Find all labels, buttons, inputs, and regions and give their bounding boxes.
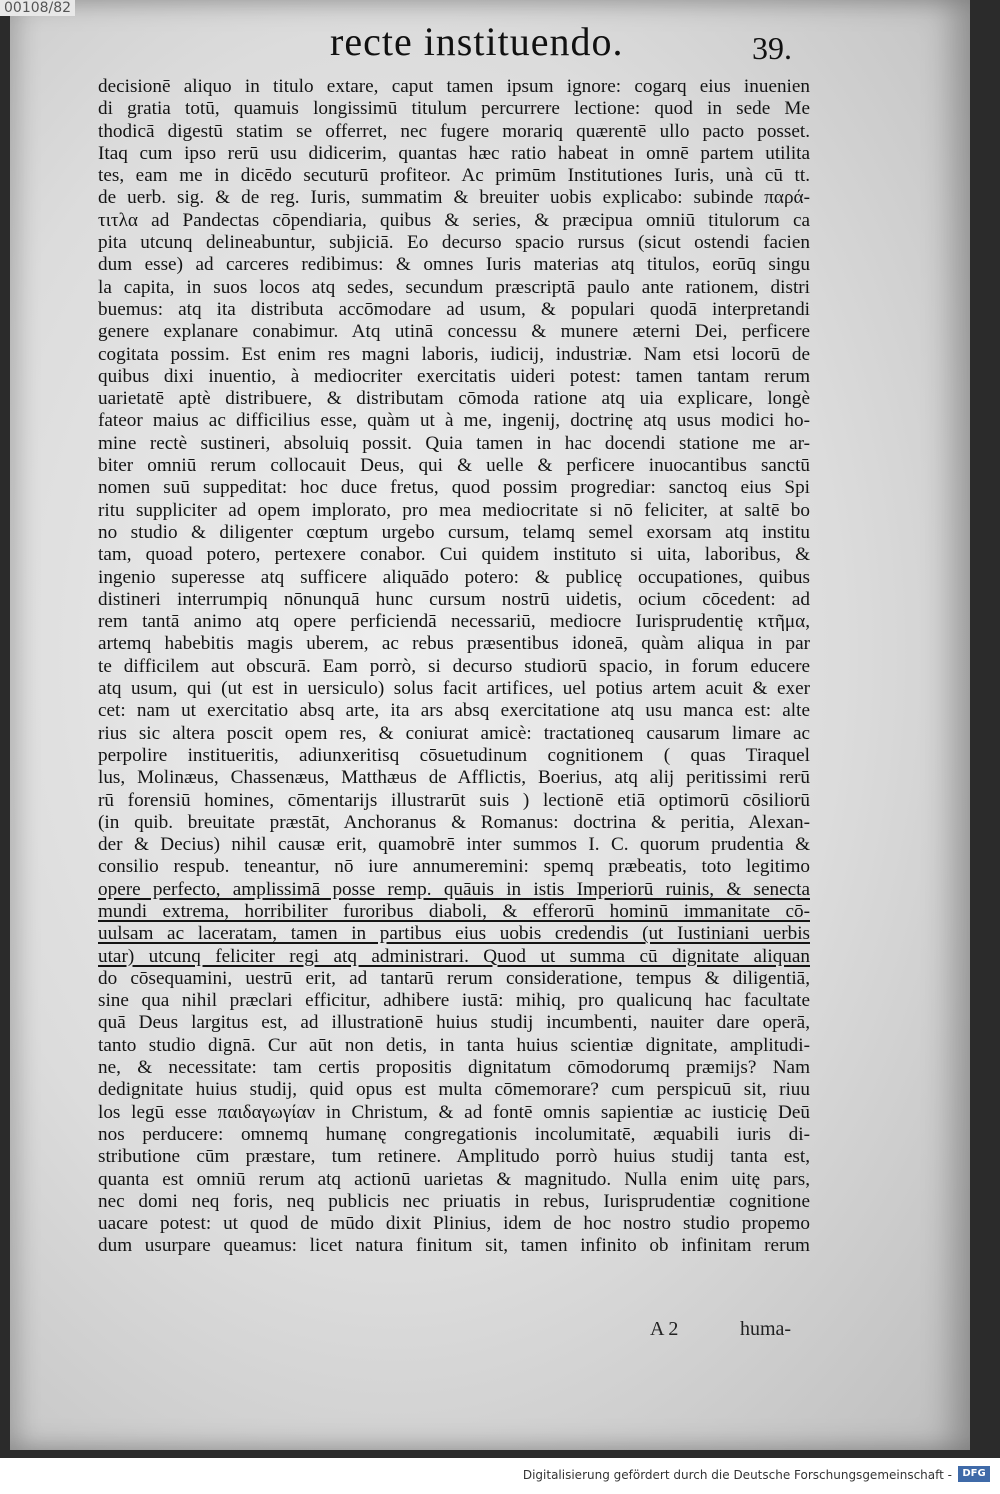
text-line: tam, quoad potero, pertexere conabor. Cui quidem instituto si uita, laboribus, & — [98, 544, 810, 566]
text-line: der & Decius) nihil causæ erit, quamobrē inter summos I. C. quorum prudentia & — [98, 834, 810, 856]
text-line: quā Deus largitus est, ad illustrationē huius studij incumbenti, nauiter dare operā, — [98, 1012, 810, 1034]
text-line: tanto studio dignā. Cur aūt non detis, in tanta huius scientiæ dignitate, amplitudi- — [98, 1034, 810, 1056]
text-line: pita utcunq delineabuntur, subjiciā. Eo decurso spacio rursus (sicut ostendi facien — [98, 232, 810, 254]
text-line: cogitata possim. Est enim res magni laboris, iudicij, industriæ. Nam etsi locorū de — [98, 343, 810, 365]
text-line: decisionē aliquo in titulo extare, caput tamen ipsum ignore: cogarq eius inuenien — [98, 76, 810, 97]
running-head: recte instituendo. — [330, 19, 624, 64]
text-line: dedignitate huius studij, quid opus est multa cōmemorare? cum perspicuū sit, riuu — [98, 1079, 810, 1101]
text-line: nomen suū suppeditat: hoc duce fretus, quod possim progrediar: sanctoq eius Spi — [98, 477, 810, 499]
text-line: utar) utcunq feliciter regi atq administrari. Quod ut summa cū dignitate aliquan — [98, 945, 810, 967]
scan-signature: 00108/82 — [0, 0, 75, 16]
text-line: te difficilem aut obscurā. Eam porrò, si decurso studiorū spacio, in forum educere — [98, 655, 810, 677]
text-line: atq usum, qui (ut est in uersiculo) solus facit artifices, uel potius artem acuit & exer — [98, 678, 810, 700]
text-line: dum usurpare queamus: licet natura finitum sit, tamen infinito ob infinitam rerum — [98, 1235, 810, 1257]
text-line: ingenio superesse atq sufficere aliquādo potero: & publicę occupationes, quibus — [98, 566, 810, 588]
text-line: artemq habebitis magis uberem, ac rebus præsentibus idoneā, quàm aliqua in par — [98, 633, 810, 655]
dfg-logo: DFG — [958, 1466, 990, 1482]
text-line: Itaq cum ipso rerū usu didicerim, quantas hæc ratio habeat in omnē partem utilita — [98, 142, 810, 164]
text-line: distineri interrumpiq nōnunquā hunc cursum nostrū uidetis, ocium cōcedent: ad — [98, 588, 810, 610]
text-line: opere perfecto, amplissimā posse remp. quāuis in istis Imperiorū ruinis, & senecta — [98, 878, 810, 900]
text-line: τιτλα ad Pandectas cōpendiaria, quibus & series, & præcipua omniū titulorum ca — [98, 209, 810, 231]
text-line: consilio respub. teneantur, nō iure annumeremini: spemq præbeatis, toto legitimo — [98, 856, 810, 878]
funding-credit: Digitalisierung gefördert durch die Deutsche Forschungsgemeinschaft - — [522, 1468, 952, 1482]
text-line: lus, Molinæus, Chassenæus, Matthæus de Afflictis, Boerius, atq alij peritissimi rerū — [98, 767, 810, 789]
text-line: de uerb. sig. & de reg. Iuris, summatim & breuiter uobis explicabo: subinde παρά- — [98, 187, 810, 209]
text-line: tes, eam me in dicēdo secuturū profiteor. Ac primūm Institutiones Iuris, unà cū tt. — [98, 165, 810, 187]
text-line: biter omniū rerum collocauit Deus, qui & uelle & perficere inuocantibus sanctū — [98, 455, 810, 477]
text-line: uacare potest: ut quod de mūdo dixit Plinius, idem de hoc nostro studio propemo — [98, 1213, 810, 1235]
text-line: rū forensiū homines, cōmentarijs illustrarūt suis ) lectionē etiā optimorū cōsiliorū — [98, 789, 810, 811]
text-line: quanta est omniū rerum atq actionū uarietas & magnitudo. Nulla enim uitę pars, — [98, 1168, 810, 1190]
text-line: thodicā digestū statim se offerret, nec fugere morariq quærentē ullo pacto posset. — [98, 120, 810, 142]
catchword: huma- — [740, 1318, 792, 1340]
page-number: 39. — [752, 30, 792, 66]
text-line: nec domi neq foris, neq publicis nec priuatis in rebus, Iurisprudentiæ cognitione — [98, 1190, 810, 1212]
text-line: quibus dixi inuentio, à mediocriter exercitatis uideri potest: tamen tantam rerum — [98, 365, 810, 387]
text-line: nos perducere: omnemq humanę congregationis incolumitatē, æquabili iuris di- — [98, 1123, 810, 1145]
text-line: stributione cūm præstare, tum retinere. Amplitudo porrò huius studij tanta est, — [98, 1146, 810, 1168]
text-line: los legū esse παιδαγωγίαν in Christum, & ad fontē omnis sapientiæ ac iusticię Deū — [98, 1101, 810, 1123]
text-line: la capita, in suos locos atq sedes, secundum præscriptā paulo ante rationem, distri — [98, 276, 810, 298]
text-line: di gratia totū, quamuis longissimū titulum percurrere lectione: quod in sede Me — [98, 98, 810, 120]
book-page — [10, 0, 970, 1450]
text-line: uarietatē aptè distribuere, & distributam cōmoda ratione atq uia explicare, longè — [98, 388, 810, 410]
text-line: ritu suppliciter ad opem implorato, pro mea mediocritate si nō feliciter, at saltē bo — [98, 499, 810, 521]
text-line: uulsam ac laceratam, tamen in partibus eius uobis credendis (ut Iustiniani uerbis — [98, 923, 810, 945]
text-line: rem tantā animo atq opere perficiendā necessariū, mediocre Iurisprudentię κτῆμα, — [98, 611, 810, 633]
text-line: buemus: atq ita distributa accōmodare ad usum, & populari quodā interpretandi — [98, 298, 810, 320]
text-line: mine rectè sustineri, absoluiq possit. Quia tamen in hac docendi statione me ar- — [98, 432, 810, 454]
text-line: cet: nam ut exercitatio absq arte, ita ars absq exercitatione atq usu manca est: alte — [98, 700, 810, 722]
text-line: do cōsequamini, uestrū erit, ad tantarū rerum consideratione, tempus & diligentiā, — [98, 967, 810, 989]
text-line: (in quib. breuitate præstāt, Anchoranus & Romanus: doctrina & peritia, Alexan- — [98, 811, 810, 833]
body-text — [98, 76, 810, 1258]
text-line: dum esse) ad carceres redibimus: & omnes Iuris materias atq titulos, eorūq singu — [98, 254, 810, 276]
footer-bar — [0, 1458, 1000, 1494]
text-line: fateor maius ac difficilius esse, quàm ut à me, ingenij, doctrinę atq usus modici ho- — [98, 410, 810, 432]
text-line: ne, & necessitate: tam certis propositis dignitatum cōmodorumq præmijs? Nam — [98, 1057, 810, 1079]
text-line: rius sic altera poscit opem res, & coniurat amicè: tractationeq causarum limare ac — [98, 722, 810, 744]
text-line: sine qua nihil præclari efficitur, adhibere iustā: mihiq, pro qualicunq hac facultate — [98, 990, 810, 1012]
text-line: perpolire institueritis, adiunxeritisq cōsuetudinum cognitionem ( quas Tiraquel — [98, 744, 810, 766]
text-line: no studio & diligenter cœptum urgebo cursum, telamq semel exorsam atq institu — [98, 521, 810, 543]
text-line: genere explanare conabimur. Atq utinā concessu & munere æterni Dei, perficere — [98, 321, 810, 343]
signature-mark: A 2 — [650, 1318, 679, 1340]
text-line: mundi extrema, horribiliter furoribus diaboli, & efferorū hominū immanitate cō- — [98, 900, 810, 922]
